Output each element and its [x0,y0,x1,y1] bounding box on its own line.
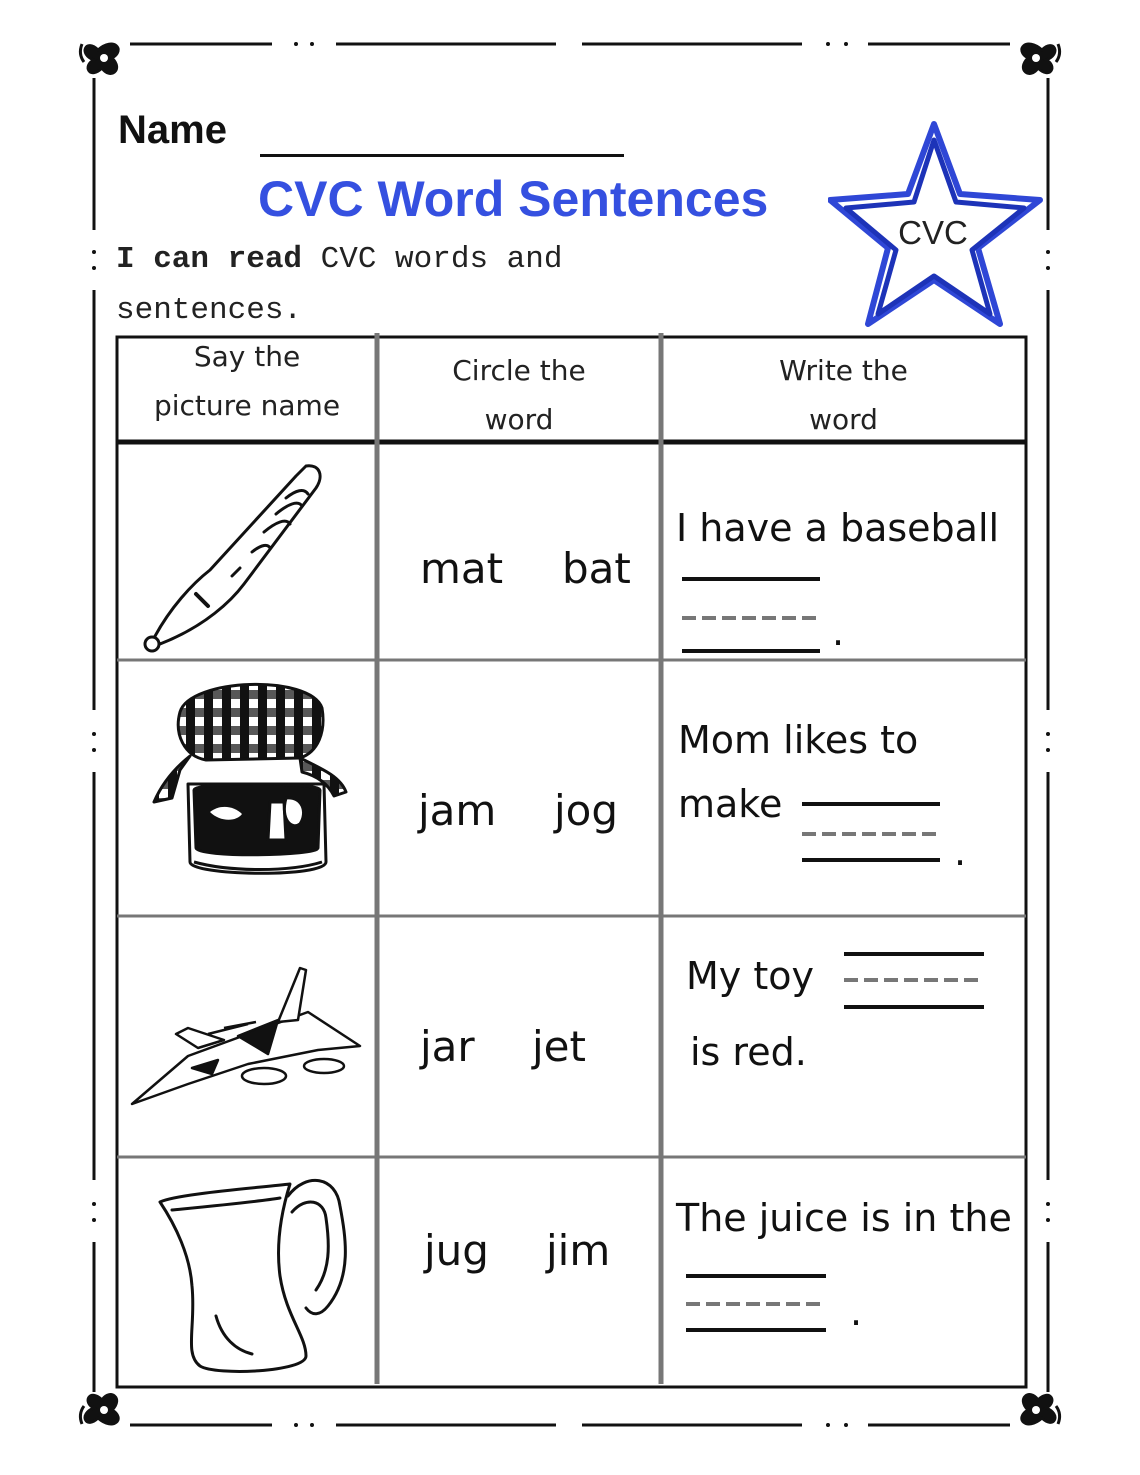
baseball-bat-icon [136,458,336,658]
handwriting-line-row2[interactable] [800,800,950,866]
choice-jim[interactable]: jim [546,1226,611,1275]
name-label: Name [118,108,227,152]
header-circle-line2: word [484,403,554,436]
handwriting-line-row1[interactable] [680,574,850,658]
worksheet-title: CVC Word Sentences [258,171,769,227]
sentence-row3-line1: My toy [686,954,814,998]
period-row1: . [832,610,845,654]
choice-mat[interactable]: mat [420,544,504,593]
jet-plane-icon [128,964,364,1106]
sentence-row2-line1: Mom likes to [678,718,919,762]
header-say-line2: picture name [153,389,341,422]
sentence-row3-line2: is red. [690,1030,807,1074]
header-say-picture [117,332,377,430]
header-write-line1: Write the [779,354,908,387]
choice-jog[interactable]: jog [554,786,619,835]
choice-jug[interactable]: jug [424,1226,489,1275]
jug-icon [156,1166,356,1378]
choice-jam[interactable]: jam [418,786,497,835]
period-row4: . [850,1290,863,1334]
header-write-line2: word [809,403,878,436]
star-badge-label: CVC [898,214,968,251]
objective-rest: CVC words and sentences. [116,242,563,328]
choice-jar[interactable]: jar [420,1022,475,1071]
sentence-row2-line2: make [678,782,783,826]
sentence-row1: I have a baseball [676,506,1000,550]
objective-bold: I can read [116,242,303,277]
choice-bat[interactable]: bat [562,544,631,593]
header-circle-word [377,346,661,444]
period-row2: . [954,830,967,874]
handwriting-line-row3[interactable] [842,950,992,1012]
jam-jar-icon [150,672,360,886]
header-say-line1: Say the [193,340,301,373]
header-write-word [661,346,1026,444]
sentence-row4: The juice is in the [676,1196,1012,1240]
choice-jet[interactable]: jet [532,1022,586,1071]
handwriting-line-row4[interactable] [684,1272,834,1338]
header-circle-line1: Circle the [452,354,586,387]
